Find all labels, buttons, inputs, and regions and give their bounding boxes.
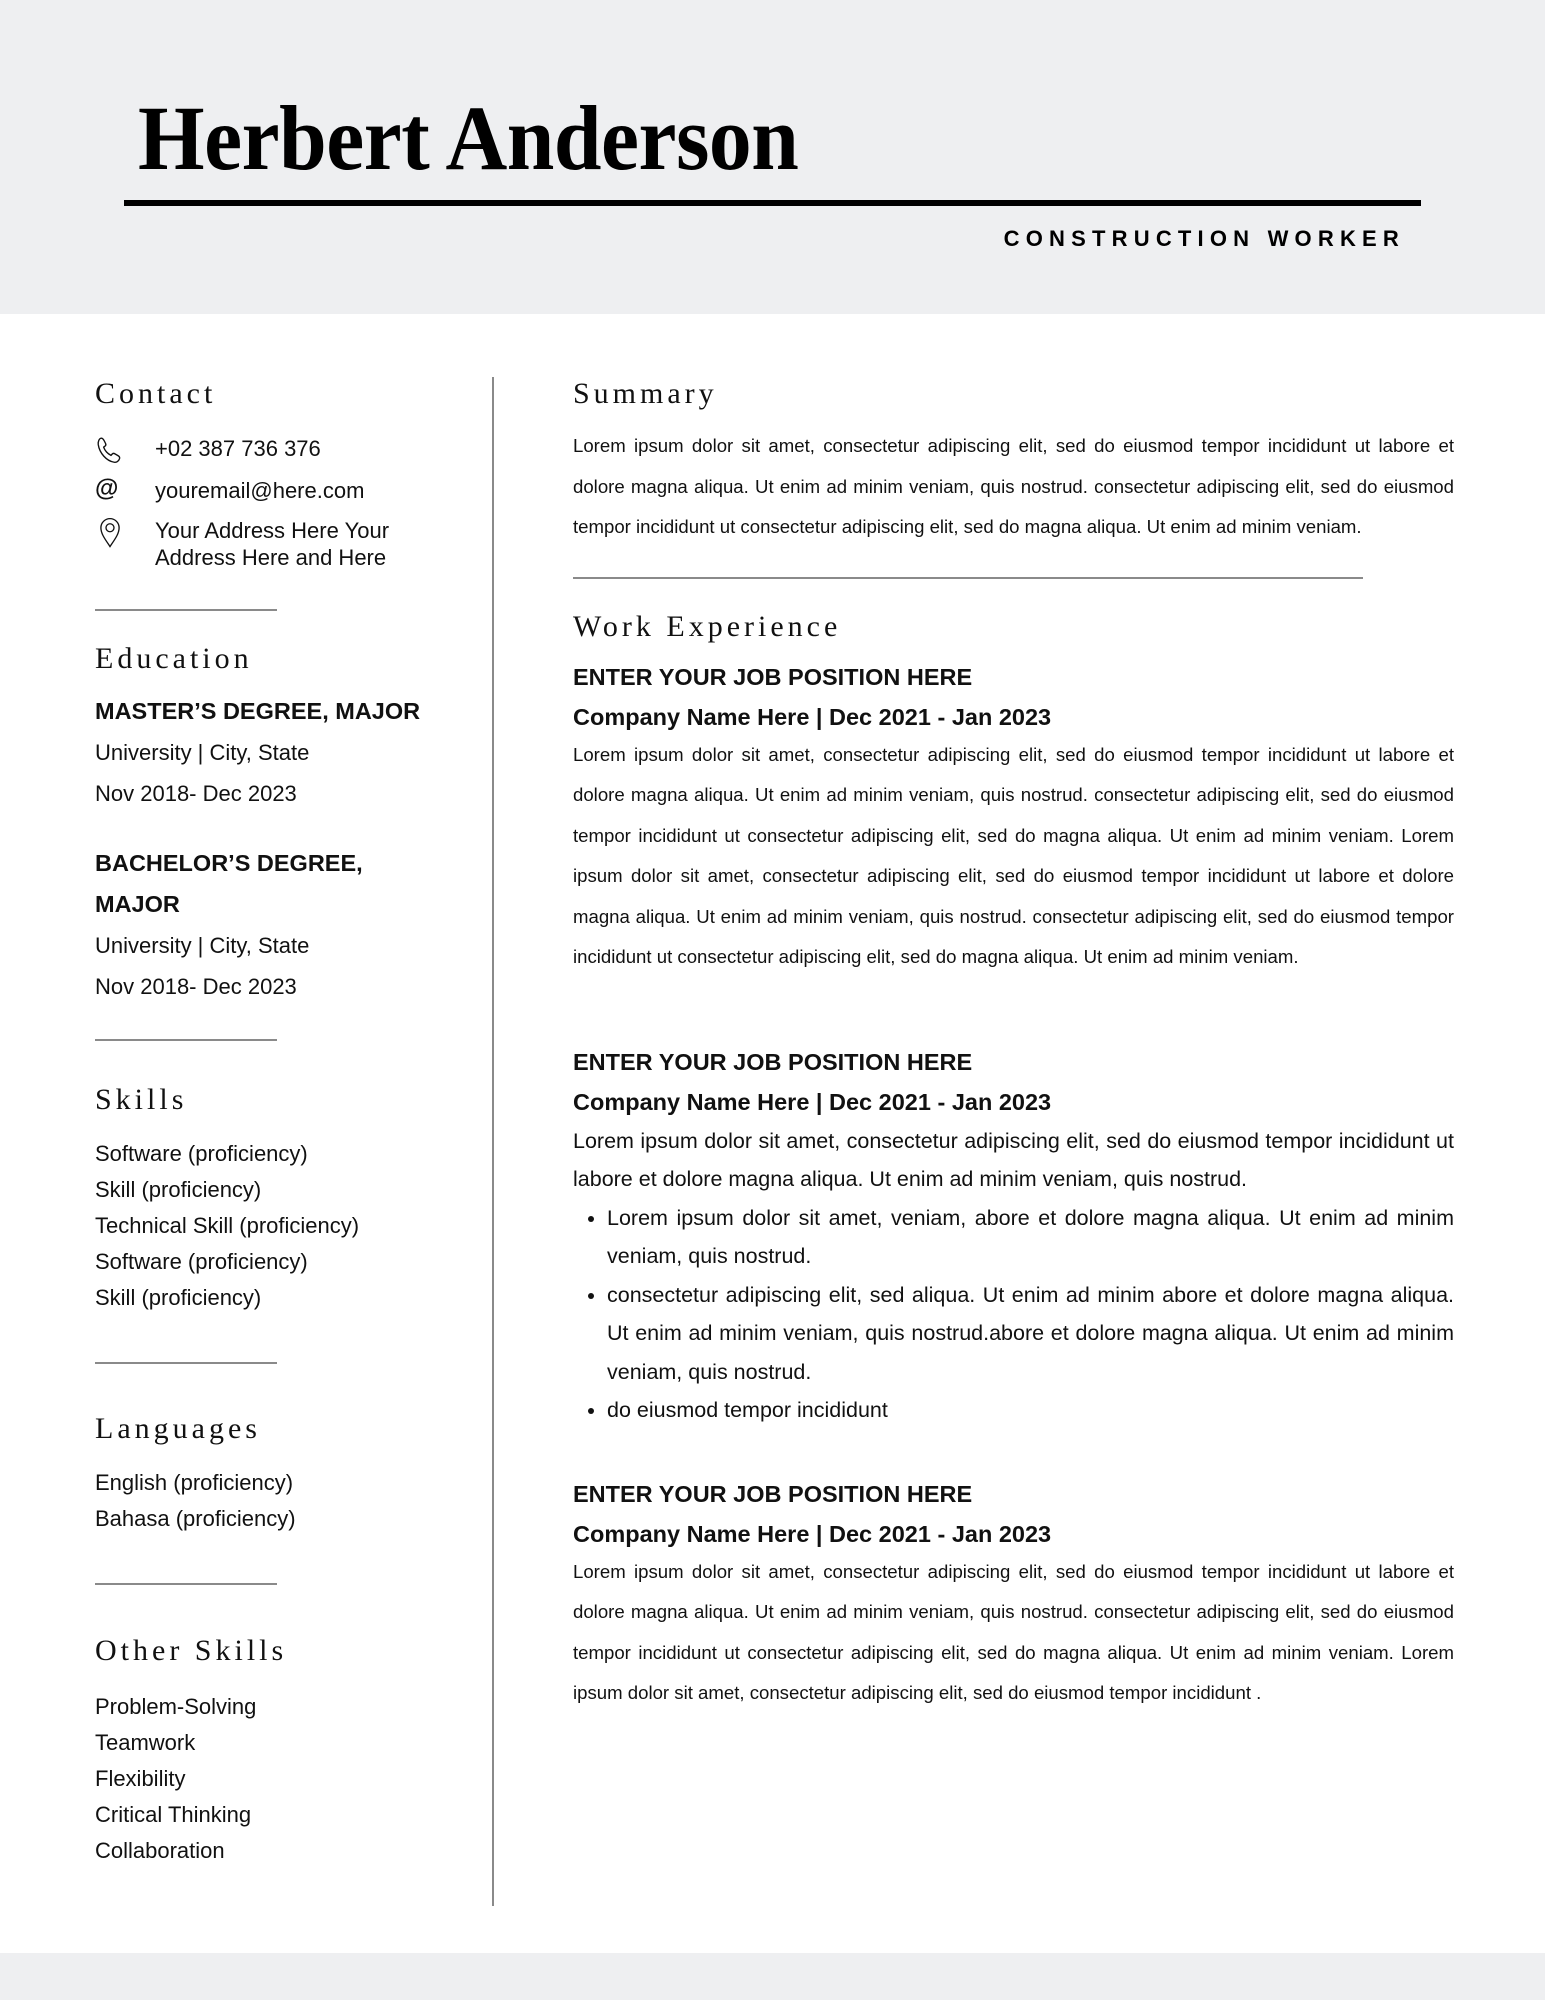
skills-heading: Skills xyxy=(95,1083,188,1116)
job-entry xyxy=(573,657,1454,978)
contact-phone xyxy=(95,435,455,477)
degree-title: MASTER’S DEGREE, MAJOR xyxy=(95,698,421,724)
summary-heading: Summary xyxy=(573,377,718,410)
contact-email xyxy=(95,477,455,517)
degree-title: BACHELOR’S DEGREE, xyxy=(95,850,363,876)
address-line-1: Your Address Here Your xyxy=(155,518,390,543)
bullet-item: • do eiusmod tempor incididunt xyxy=(607,1391,1454,1430)
work-experience-heading: Work Experience xyxy=(573,609,842,643)
section-divider xyxy=(573,577,1363,579)
school-location: University | City, State xyxy=(95,740,310,765)
languages-list xyxy=(95,1465,455,1537)
section-divider xyxy=(95,1583,277,1585)
skills-list xyxy=(95,1136,455,1316)
skill-item: Software (proficiency) xyxy=(95,1249,308,1274)
section-divider xyxy=(95,1039,277,1041)
skill-item: Technical Skill (proficiency) xyxy=(95,1213,360,1238)
job-company-dates: Company Name Here | Dec 2021 - Jan 2023 xyxy=(573,1520,1052,1547)
right-column xyxy=(573,370,1454,1714)
job-company-dates: Company Name Here | Dec 2021 - Jan 2023 xyxy=(573,1088,1052,1115)
other-skills-list xyxy=(95,1689,455,1869)
languages-section xyxy=(95,1405,455,1585)
contact-section xyxy=(95,370,455,611)
contact-address xyxy=(95,517,455,571)
education-section xyxy=(95,635,455,1041)
other-skill-item: Flexibility xyxy=(95,1766,186,1791)
education-item xyxy=(95,691,455,814)
skill-item: Software (proficiency) xyxy=(95,1141,308,1166)
job-description: Lorem ipsum dolor sit amet, consectetur adipiscing elit, sed do eiusmod tempor incididunt ut labore et dolore magna aliqua. Ut enim ad minim veniam, quis nostrud. consectetur adipiscing elit, sed do eiusmod tempor incididunt ut consectetur adipiscing elit, sed do magna aliqua. Ut enim ad minim veniam. Lorem ipsum dolor sit amet, consectetur adipiscing elit, sed do eiusmod tempor incididunt ut labore et dolore magna aliqua. Ut enim ad minim veniam, quis nostrud. consectetur adipiscing elit, sed do eiusmod tempor incididunt ut consectetur adipiscing elit, sed do magna aliqua. Ut enim ad minim veniam. xyxy=(573,743,1454,967)
phone-number: +02 387 736 376 xyxy=(155,436,321,461)
education-item xyxy=(95,843,455,1007)
other-skill-item: Teamwork xyxy=(95,1730,196,1755)
education-heading: Education xyxy=(95,642,253,675)
work-experience-section xyxy=(573,603,1454,1714)
degree-title-cont: MAJOR xyxy=(95,891,180,917)
bullet-item: • consectetur adipiscing elit, sed aliqua. Ut enim ad minim abore et dolore magna aliqua. Ut enim ad minim veniam, quis nostrud.abore et dolore magna aliqua. Ut enim ad minim veniam, quis nostrud. xyxy=(607,1276,1454,1392)
language-item: Bahasa (proficiency) xyxy=(95,1506,296,1531)
address-line-2: Address Here and Here xyxy=(155,545,387,570)
other-skills-heading: Other Skills xyxy=(95,1634,288,1667)
at-icon: @ xyxy=(95,475,119,502)
other-skill-item: Collaboration xyxy=(95,1838,225,1863)
map-pin-icon xyxy=(95,515,125,545)
skill-item: Skill (proficiency) xyxy=(95,1285,262,1310)
job-title: CONSTRUCTION WORKER xyxy=(1003,226,1405,251)
languages-heading: Languages xyxy=(95,1412,261,1445)
other-skill-item: Problem-Solving xyxy=(95,1694,257,1719)
other-skills-section xyxy=(95,1627,455,1869)
job-position: ENTER YOUR JOB POSITION HERE xyxy=(573,1480,973,1507)
school-location: University | City, State xyxy=(95,933,310,958)
job-entry xyxy=(573,1474,1454,1714)
skills-section xyxy=(95,1076,455,1364)
summary-text: Lorem ipsum dolor sit amet, consectetur adipiscing elit, sed do eiusmod tempor incididunt ut labore et dolore magna aliqua. Ut enim ad minim veniam, quis nostrud. consectetur adipiscing elit, sed do eiusmod tempor incididunt ut consectetur adipiscing elit, sed do magna aliqua. Ut enim ad minim veniam. xyxy=(573,435,1454,537)
bullet-item: • Lorem ipsum dolor sit amet, veniam, abore et dolore magna aliqua. Ut enim ad minim veniam, quis nostrud. xyxy=(607,1199,1454,1276)
skill-item: Skill (proficiency) xyxy=(95,1177,262,1202)
job-description: Lorem ipsum dolor sit amet, consectetur adipiscing elit, sed do eiusmod tempor incididunt ut labore et dolore magna aliqua. Ut enim ad minim veniam, quis nostrud. consectetur adipiscing elit, sed do eiusmod tempor incididunt ut consectetur adipiscing elit, sed do magna aliqua. Ut enim ad minim veniam. Lorem ipsum dolor sit amet, consectetur adipiscing elit, sed do eiusmod tempor incididunt . xyxy=(573,1560,1454,1703)
job-description: Lorem ipsum dolor sit amet, consectetur adipiscing elit, sed do eiusmod tempor incididunt ut labore et dolore magna aliqua. Ut enim ad minim veniam, quis nostrud. xyxy=(573,1128,1454,1191)
education-dates: Nov 2018- Dec 2023 xyxy=(95,781,297,806)
column-divider xyxy=(492,377,494,1906)
job-bullets xyxy=(573,1199,1454,1430)
section-divider xyxy=(95,1362,277,1364)
language-item: English (proficiency) xyxy=(95,1470,294,1495)
section-divider xyxy=(95,609,277,611)
summary-section xyxy=(573,370,1454,579)
left-column xyxy=(95,370,455,1869)
job-company-dates: Company Name Here | Dec 2021 - Jan 2023 xyxy=(573,703,1052,730)
education-dates: Nov 2018- Dec 2023 xyxy=(95,974,297,999)
job-position: ENTER YOUR JOB POSITION HERE xyxy=(573,1048,973,1075)
email-address: youremail@here.com xyxy=(155,478,365,503)
other-skill-item: Critical Thinking xyxy=(95,1802,252,1827)
footer-band xyxy=(0,1953,1545,2000)
job-entry xyxy=(573,1042,1454,1430)
header-rule xyxy=(124,200,1421,206)
contact-heading: Contact xyxy=(95,377,217,410)
candidate-name: Herbert Anderson xyxy=(138,87,799,189)
phone-icon xyxy=(95,435,125,465)
job-position: ENTER YOUR JOB POSITION HERE xyxy=(573,663,973,690)
